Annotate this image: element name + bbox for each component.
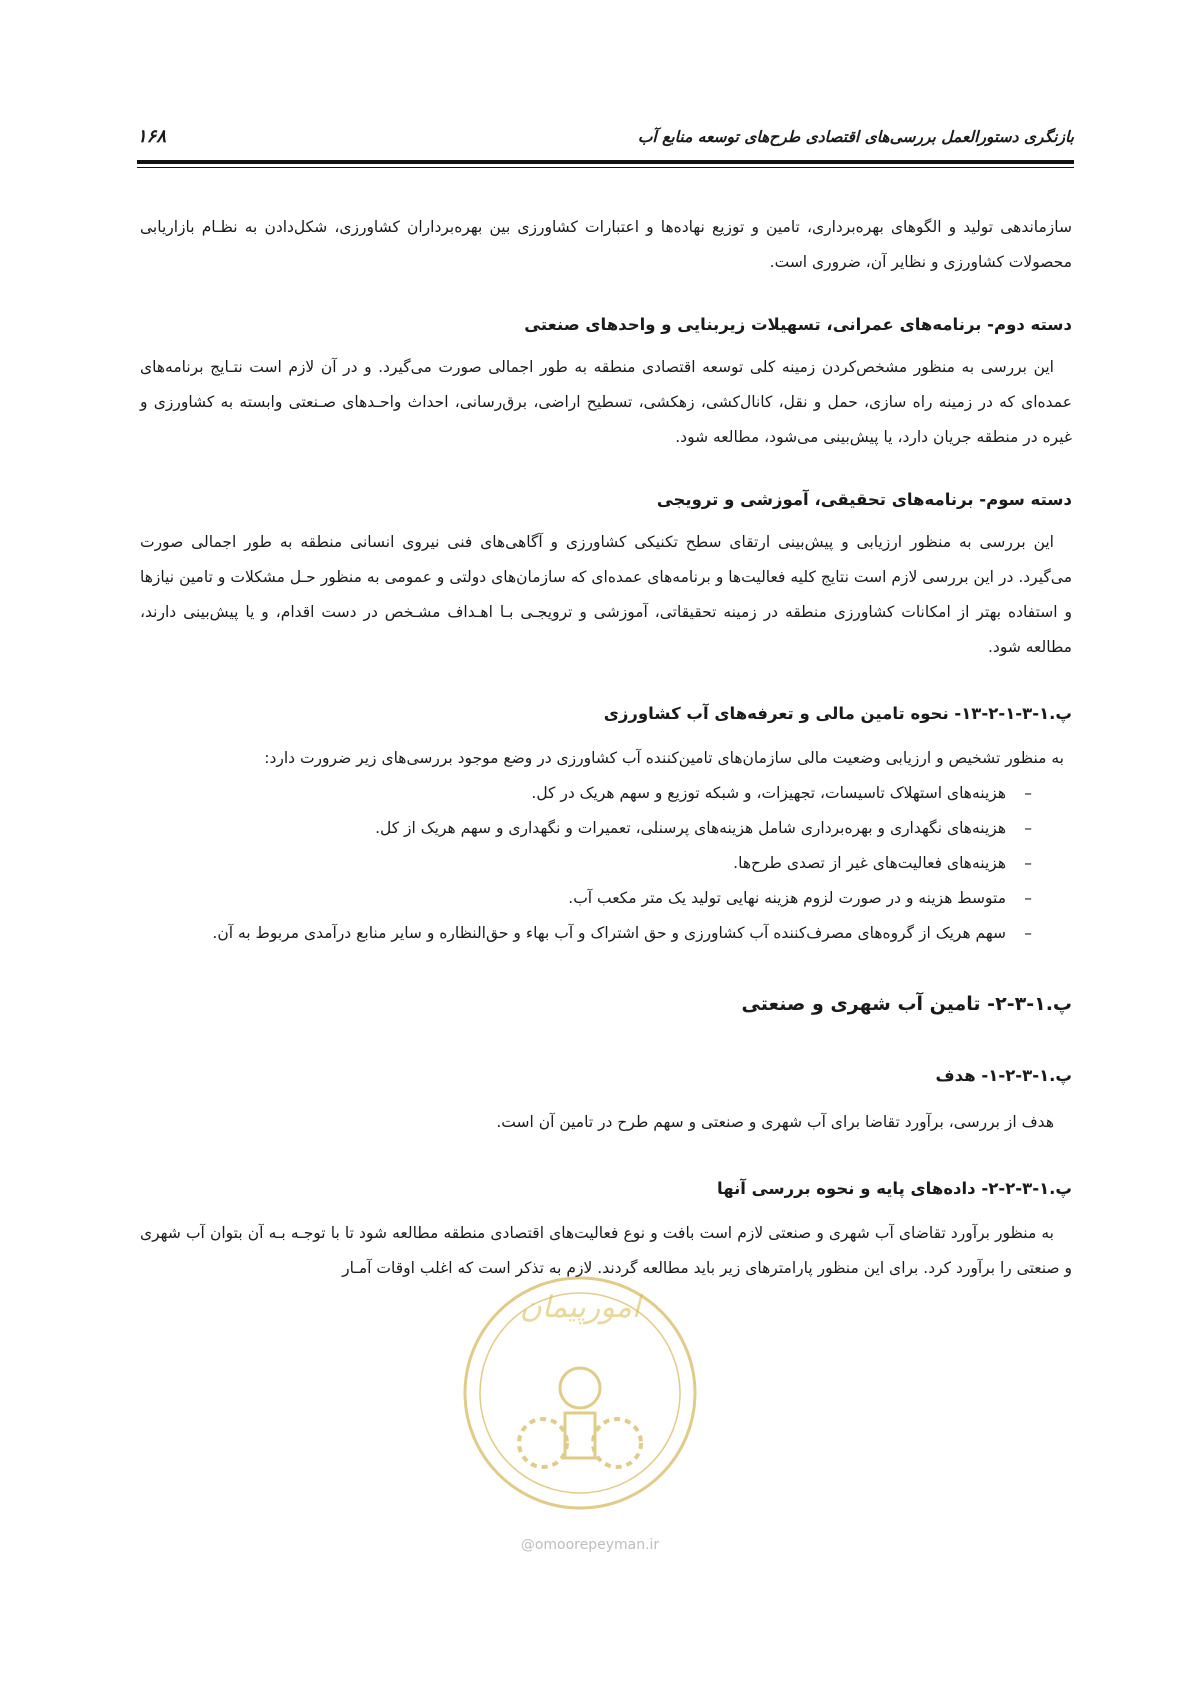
dash-marker: – [1024,924,1032,942]
list-item [140,846,1032,881]
header-rule-thick [137,160,1074,164]
page-body [140,210,1072,1286]
list-item [140,811,1032,846]
section-heading: پ.۱-۳-۲-۲- داده‌های پایه و نحوه بررسی آنها [717,1179,1072,1198]
paragraph: این بررسی به منظور ارزیابی و پیش‌بینی ارتقای سطح تکنیکی کشاورزی و آگاهی‌های فنی نیروی انسانی منطقه به طور اجمالی صورت می‌گیرد. در این بررسی لازم است نتایج کلیه فعالیت‌ها و برنامه‌های عمده‌ای که سازمان‌های دولتی و عمومی به منظور حـل مشکلات و تامین نیازها و استفاده بهتر از امکانات کشاورزی منطقه در زمینه تحقیقاتی، آموزشی و ترویجـی بـا اهـداف مشـخص در دست اقدام، و یا پیش‌بینی دارند، مطالعه شود. [140,533,1072,656]
page-number: ۱۶۸ [137,126,167,147]
paragraph: به منظور تشخیص و ارزیابی وضعیت مالی سازمان‌های تامین‌کننده آب کشاورزی در وضع موجود بررسی‌های زیر ضرورت دارد: [264,749,1064,767]
watermark-seal-text: امورپیمان [519,1290,641,1325]
list-item-text: هزینه‌های فعالیت‌های غیر از تصدی طرح‌ها. [733,854,1006,872]
paragraph: این بررسی به منظور مشخص‌کردن زمینه کلی توسعه اقتصادی منطقه به طور اجمالی صورت می‌گیرد. و در آن لازم است نتـایج برنامه‌های عمده‌ای که در زمینه راه سازی، حمل و نقل، کانال‌کشی، زهکشی، تسطیح اراضی، برق‌رسانی، احداث واحـدهای صـنعتی وابسته به کشاورزی و غیره در منطقه جریان دارد، یا پیش‌بینی می‌شود، مطالعه شود. [140,358,1072,446]
list-item-text: هزینه‌های نگهداری و بهره‌برداری شامل هزینه‌های پرسنلی، تعمیرات و نگهداری و سهم هریک از کل. [375,819,1006,837]
watermark-site [490,1537,690,1553]
header-title: بازنگری دستورالعمل بررسی‌های اقتصادی طرح‌های توسعه منابع آب [637,128,1074,146]
paragraph: سازماندهی تولید و الگوهای بهره‌برداری، تامین و توزیع نهاده‌ها و اعتبارات کشاورزی بین بهره‌برداران کشاورزی، شکل‌دادن به نظـام بازاریابی محصولات کشاورزی و نظایر آن، ضروری است. [140,218,1072,271]
list-item-text: هزینه‌های استهلاک تاسیسات، تجهیزات، و شبکه توزیع و سهم هریک در کل. [531,784,1006,802]
watermark-site-text: omoorepeyman.ir [534,1537,660,1553]
section-heading: دسته سوم- برنامه‌های تحقیقی، آموزشی و ترویجی [656,490,1072,509]
list-item [140,881,1032,916]
dash-marker: – [1024,889,1032,907]
header-rule-thin [137,167,1074,168]
list-item [140,776,1032,811]
subsection-heading: پ.۱-۳-۲- تامین آب شهری و صنعتی [741,993,1072,1015]
dash-marker: – [1024,784,1032,802]
list-item-text: متوسط هزینه و در صورت لزوم هزینه نهایی تولید یک متر مکعب آب. [568,889,1006,907]
running-header [137,128,1074,160]
section-heading: پ.۱-۳-۲-۱- هدف [935,1066,1072,1085]
bullet-list [140,776,1072,951]
dash-marker: – [1024,854,1032,872]
at-icon: @ [520,1537,535,1553]
list-item [140,916,1032,951]
section-heading: پ.۱-۳-۱-۲-۱۳- نحوه تامین مالی و تعرفه‌های آب کشاورزی [603,704,1072,723]
section-heading: دسته دوم- برنامه‌های عمرانی، تسهیلات زیربنایی و واحدهای صنعتی [524,315,1072,334]
dash-marker: – [1024,819,1032,837]
paragraph: هدف از بررسی، برآورد تقاضا برای آب شهری و صنعتی و سهم طرح در تامین آن است. [496,1113,1054,1131]
list-item-text: سهم هریک از گروه‌های مصرف‌کننده آب کشاورزی و حق اشتراک و آب بهاء و حق‌النظاره و سایر منابع درآمدی مربوط به آن. [212,924,1006,942]
paragraph: به منظور برآورد تقاضای آب شهری و صنعتی لازم است بافت و نوع فعالیت‌های اقتصادی منطقه مطالعه شود تا با توجـه بـه آن بتوان آب شهری و صنعتی را برآورد کرد. برای این منظور پارامترهای زیر باید مطالعه گردند. لازم به تذکر است که اغلب اوقات آمـار [140,1224,1072,1277]
